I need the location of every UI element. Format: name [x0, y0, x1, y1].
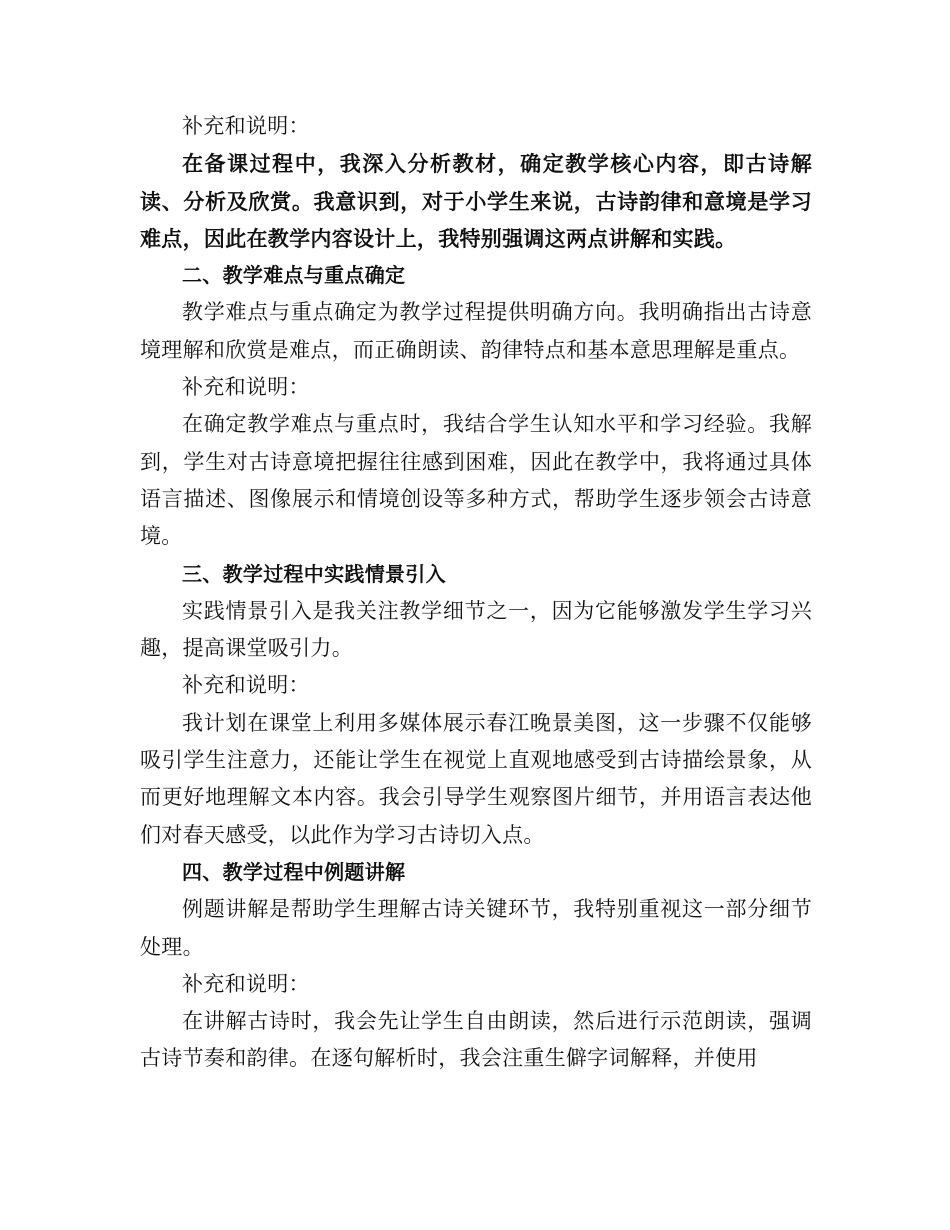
note-label: 补充和说明： [182, 114, 310, 138]
section-heading-4: 四、教学过程中例题讲解 [182, 859, 406, 884]
note-label: 补充和说明： [182, 375, 310, 400]
document-page [140, 108, 812, 1078]
note-label: 补充和说明： [182, 673, 310, 698]
section-heading-2: 二、教学难点与重点确定 [182, 263, 406, 288]
paragraph-bold-content: 在备课过程中，我深入分析教材，确定教学核心内容，即古诗解读、分析及欣赏。我意识到，对于小学生来说，古诗韵律和意境是学习难点，因此在教学内容设计上，我特别强调这两点讲解和实践。 [140, 151, 812, 251]
paragraph: 在讲解古诗时，我会先让学生自由朗读，然后进行示范朗读，强调古诗节奏和韵律。在逐句解析时，我会注重生僻字词解释，并使用 [140, 1009, 812, 1071]
paragraph: 教学难点与重点确定为教学过程提供明确方向。我明确指出古诗意境理解和欣赏是难点，而正确朗读、韵律特点和基本意思理解是重点。 [140, 300, 812, 362]
paragraph: 实践情景引入是我关注教学细节之一，因为它能够激发学生学习兴趣，提高课堂吸引力。 [140, 598, 812, 661]
paragraph: 在确定教学难点与重点时，我结合学生认知水平和学习经验。我解到，学生对古诗意境把握往往感到困难，因此在教学中，我将通过具体语言描述、图像展示和情境创设等多种方式，帮助学生逐步领会古诗意境。 [140, 412, 812, 549]
section-heading-3: 三、教学过程中实践情景引入 [182, 561, 446, 586]
paragraph: 我计划在课堂上利用多媒体展示春江晚景美图，这一步骤不仅能够吸引学生注意力，还能让学生在视觉上直观地感受到古诗描绘景象，从而更好地理解文本内容。我会引导学生观察图片细节，并用语言表达他们对春天感受，以此作为学习古诗切入点。 [140, 710, 812, 847]
paragraph: 例题讲解是帮助学生理解古诗关键环节，我特别重视这一部分细节处理。 [140, 897, 812, 959]
note-label: 补充和说明： [182, 971, 310, 996]
